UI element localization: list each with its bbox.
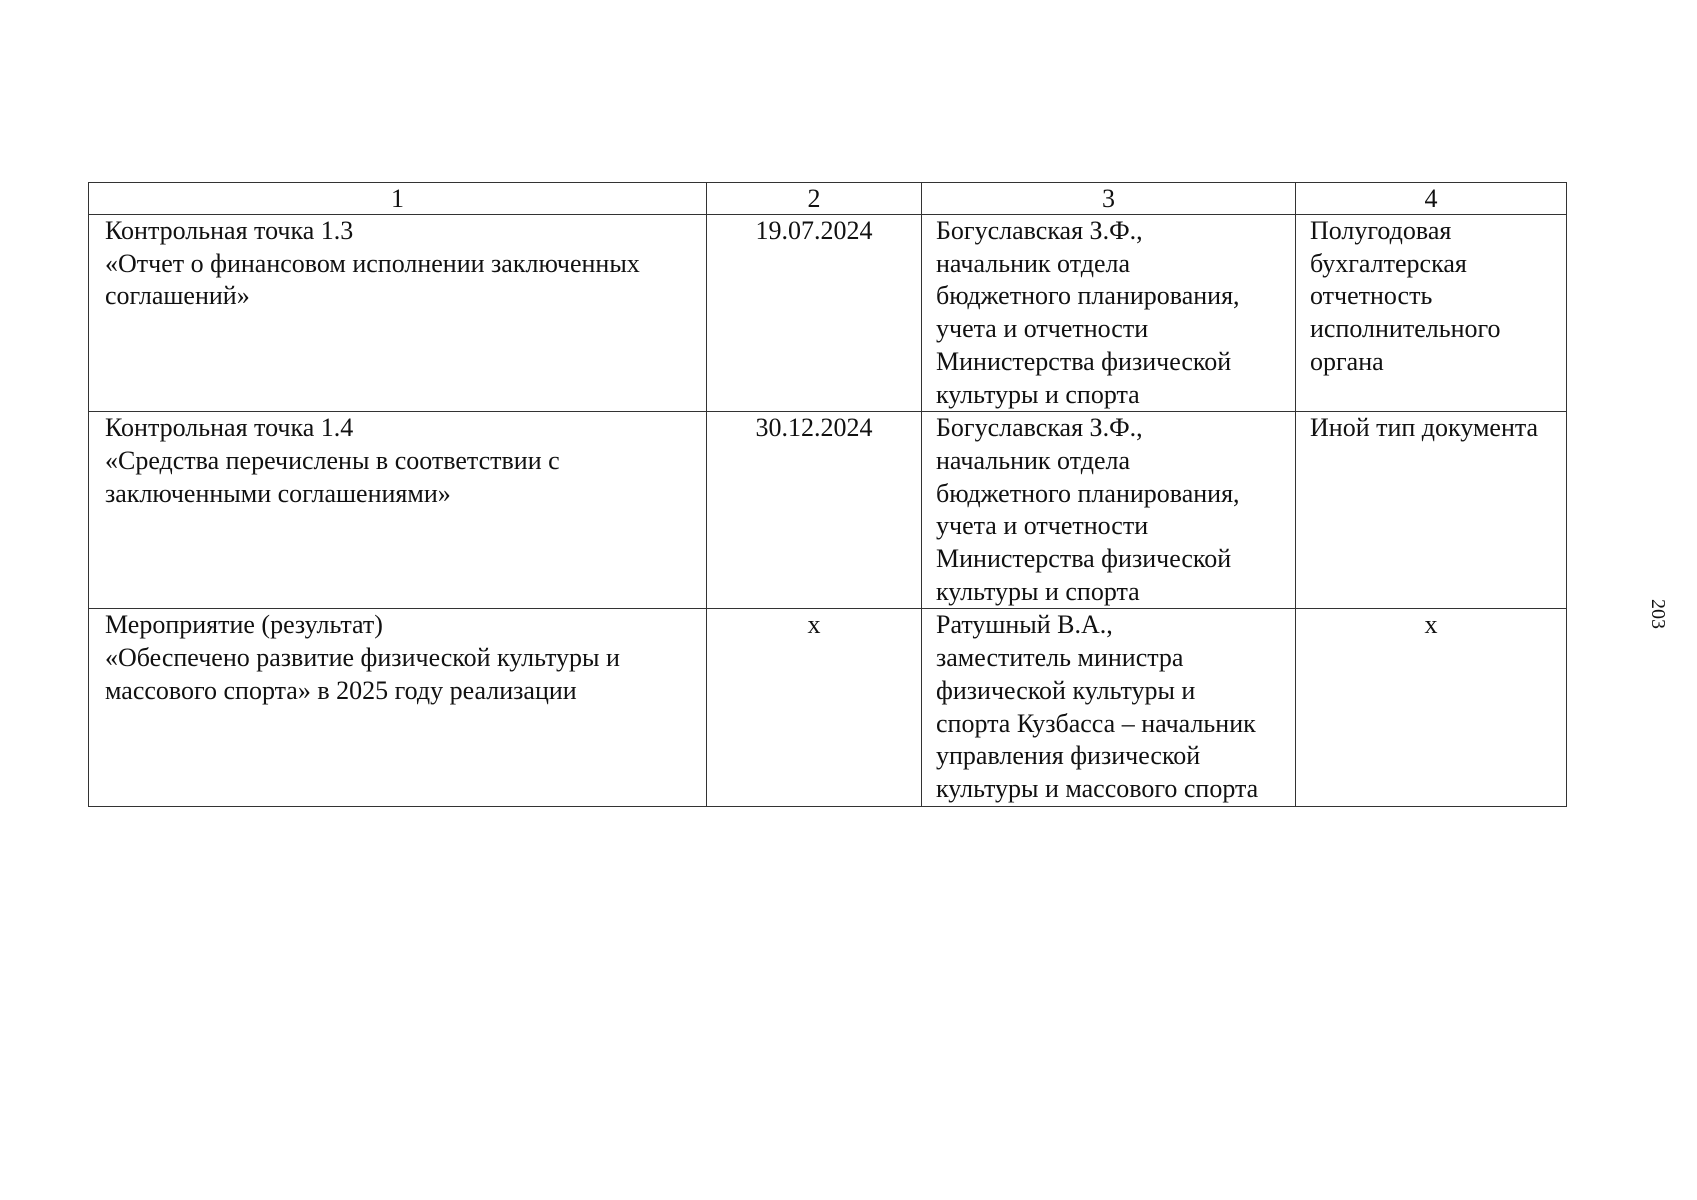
date-cell (707, 412, 922, 609)
document-type-cell (1296, 215, 1567, 412)
responsible-line: начальник отдела (936, 445, 1131, 475)
responsible-line: учета и отчетности (936, 511, 1149, 541)
control-point-description: заключенными соглашениями» (105, 478, 451, 508)
page-number: 203 (1647, 599, 1669, 629)
date-cell (707, 215, 922, 412)
responsible-line: бюджетного планирования, (936, 478, 1240, 508)
date-value: x (807, 610, 821, 640)
date-cell (707, 609, 922, 806)
responsible-line: заместитель министра (936, 643, 1184, 673)
responsible-cell (922, 215, 1296, 412)
responsible-line: спорта Кузбасса – начальник (936, 708, 1256, 738)
table-row (89, 412, 1567, 609)
document-type-line: исполнительного (1310, 314, 1501, 344)
responsible-cell (922, 412, 1296, 609)
event-title: Мероприятие (результат) (105, 610, 383, 640)
document-type-line: Полугодовая (1310, 216, 1452, 245)
responsible-line: Богуславская З.Ф., (936, 413, 1143, 443)
responsible-line: Ратушный В.А., (936, 610, 1113, 640)
event-description: «Обеспечено развитие физической культуры и (105, 643, 620, 673)
responsible-line: управления физической (936, 741, 1201, 771)
document-type-line: Иной тип документа (1310, 413, 1539, 443)
document-type-line: бухгалтерская (1310, 248, 1467, 278)
document-type-line: отчетность (1310, 281, 1433, 311)
event-cell (89, 609, 707, 806)
responsible-line: Министерства физической (936, 544, 1232, 574)
document-type-line: органа (1310, 346, 1384, 376)
document-type-line: x (1424, 610, 1438, 640)
responsible-line: Богуславская З.Ф., (936, 216, 1143, 245)
control-point-title: Контрольная точка 1.4 (105, 413, 354, 443)
table-row (89, 215, 1567, 412)
responsible-cell (922, 609, 1296, 806)
document-table (88, 182, 1567, 807)
control-point-description: «Отчет о финансовом исполнении заключенных (105, 248, 640, 278)
responsible-line: культуры и спорта (936, 379, 1140, 409)
document-type-cell (1296, 412, 1567, 609)
control-point-title: Контрольная точка 1.3 (105, 216, 354, 245)
date-value: 19.07.2024 (755, 216, 873, 245)
control-point-description: соглашений» (105, 281, 250, 311)
column-header-4: 4 (1296, 183, 1567, 215)
table-row (89, 609, 1567, 806)
control-point-cell (89, 412, 707, 609)
responsible-line: бюджетного планирования, (936, 281, 1240, 311)
control-point-cell (89, 215, 707, 412)
responsible-line: культуры и спорта (936, 576, 1140, 606)
event-description: массового спорта» в 2025 году реализации (105, 675, 577, 705)
control-point-description: «Средства перечислены в соответствии с (105, 445, 560, 475)
responsible-line: физической культуры и (936, 675, 1196, 705)
responsible-line: Министерства физической (936, 346, 1232, 376)
responsible-line: культуры и массового спорта (936, 773, 1259, 803)
table-header-row (89, 183, 1567, 215)
column-header-3: 3 (922, 183, 1296, 215)
responsible-line: начальник отдела (936, 248, 1131, 278)
responsible-line: учета и отчетности (936, 314, 1149, 344)
column-header-2: 2 (707, 183, 922, 215)
date-value: 30.12.2024 (755, 413, 873, 443)
document-type-cell (1296, 609, 1567, 806)
column-header-1: 1 (89, 183, 707, 215)
